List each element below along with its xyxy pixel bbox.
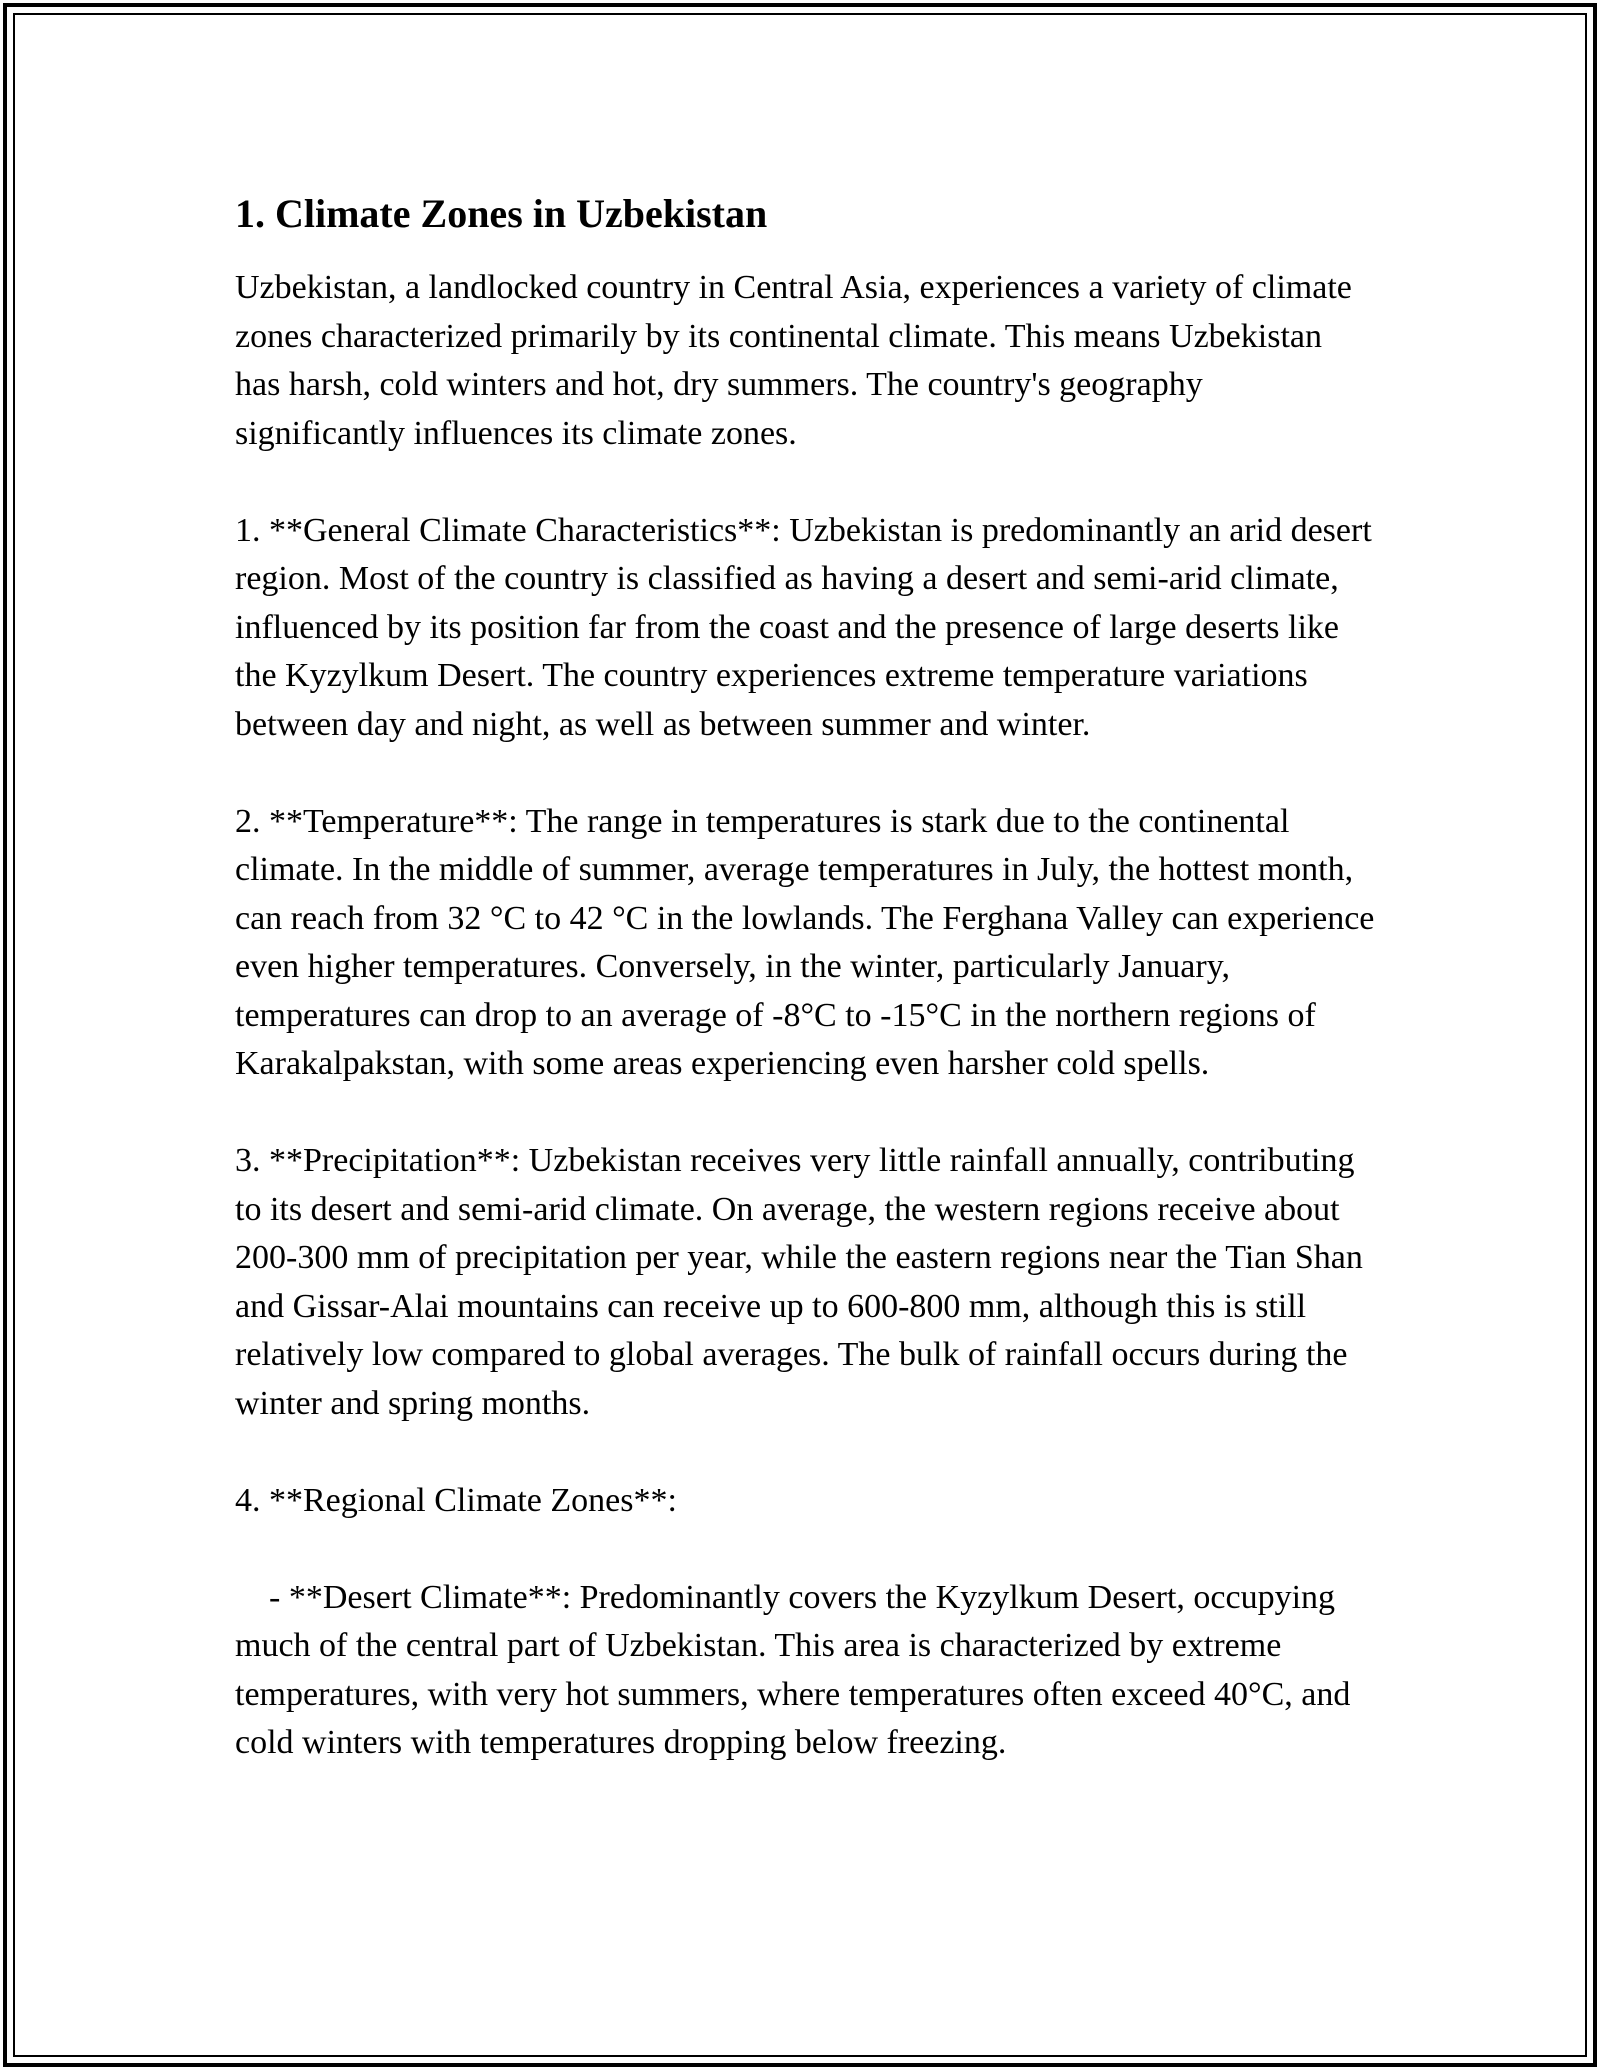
general-climate-paragraph: 1. **General Climate Characteristics**: Uzbekistan is predominantly an arid desert region. Most of the country is classified as having a desert and semi-arid climate, influenced by its position far from the coast and the presence of large deserts like the Kyzylkum Desert. The country experiences extreme temperature variations between day and night, as well as between summer and winter. (235, 511, 1381, 743)
paragraph-gap (235, 1428, 1375, 1477)
document-body (235, 190, 1383, 1768)
paragraph-gap (235, 749, 1375, 798)
temperature-paragraph: 2. **Temperature**: The range in temperatures is stark due to the continental climate. In the middle of summer, average temperatures in July, the hottest month, can reach from 32 °C to 42 °C in the lowlands. The Ferghana Valley can experience even higher temperatures. Conversely, in the winter, particularly January, temperatures can drop to an average of -8°C to -15°C in the northern regions of Karakalpakstan, with some areas experiencing even harsher cold spells. (235, 802, 1383, 1082)
paragraph-gap (235, 1525, 1375, 1574)
regional-zones-paragraph: 4. **Regional Climate Zones**: (235, 1481, 677, 1519)
paragraph-gap (235, 1089, 1375, 1138)
desert-climate-paragraph: - **Desert Climate**: Predominantly covers the Kyzylkum Desert, occupying much of the central part of Uzbekistan. This area is characterized by extreme temperatures, with very hot summers, where temperatures often exceed 40°C, and cold winters with temperatures dropping below freezing. (235, 1578, 1359, 1761)
precipitation-paragraph: 3. **Precipitation**: Uzbekistan receives very little rainfall annually, contributing to its desert and semi-arid climate. On average, the western regions receive about 200-300 mm of precipitation per year, while the eastern regions near the Tian Shan and Gissar-Alai mountains can receive up to 600-800 mm, although this is still relatively low compared to global averages. The bulk of rainfall occurs during the winter and spring months. (235, 1142, 1372, 1422)
section-heading: 1. Climate Zones in Uzbekistan (235, 191, 768, 236)
paragraph-gap (235, 458, 1375, 507)
intro-paragraph: Uzbekistan, a landlocked country in Central Asia, experiences a variety of climate zones characterized primarily by its continental climate. This means Uzbekistan has harsh, cold winters and hot, dry summers. The country's geography significantly influences its climate zones. (235, 269, 1361, 452)
